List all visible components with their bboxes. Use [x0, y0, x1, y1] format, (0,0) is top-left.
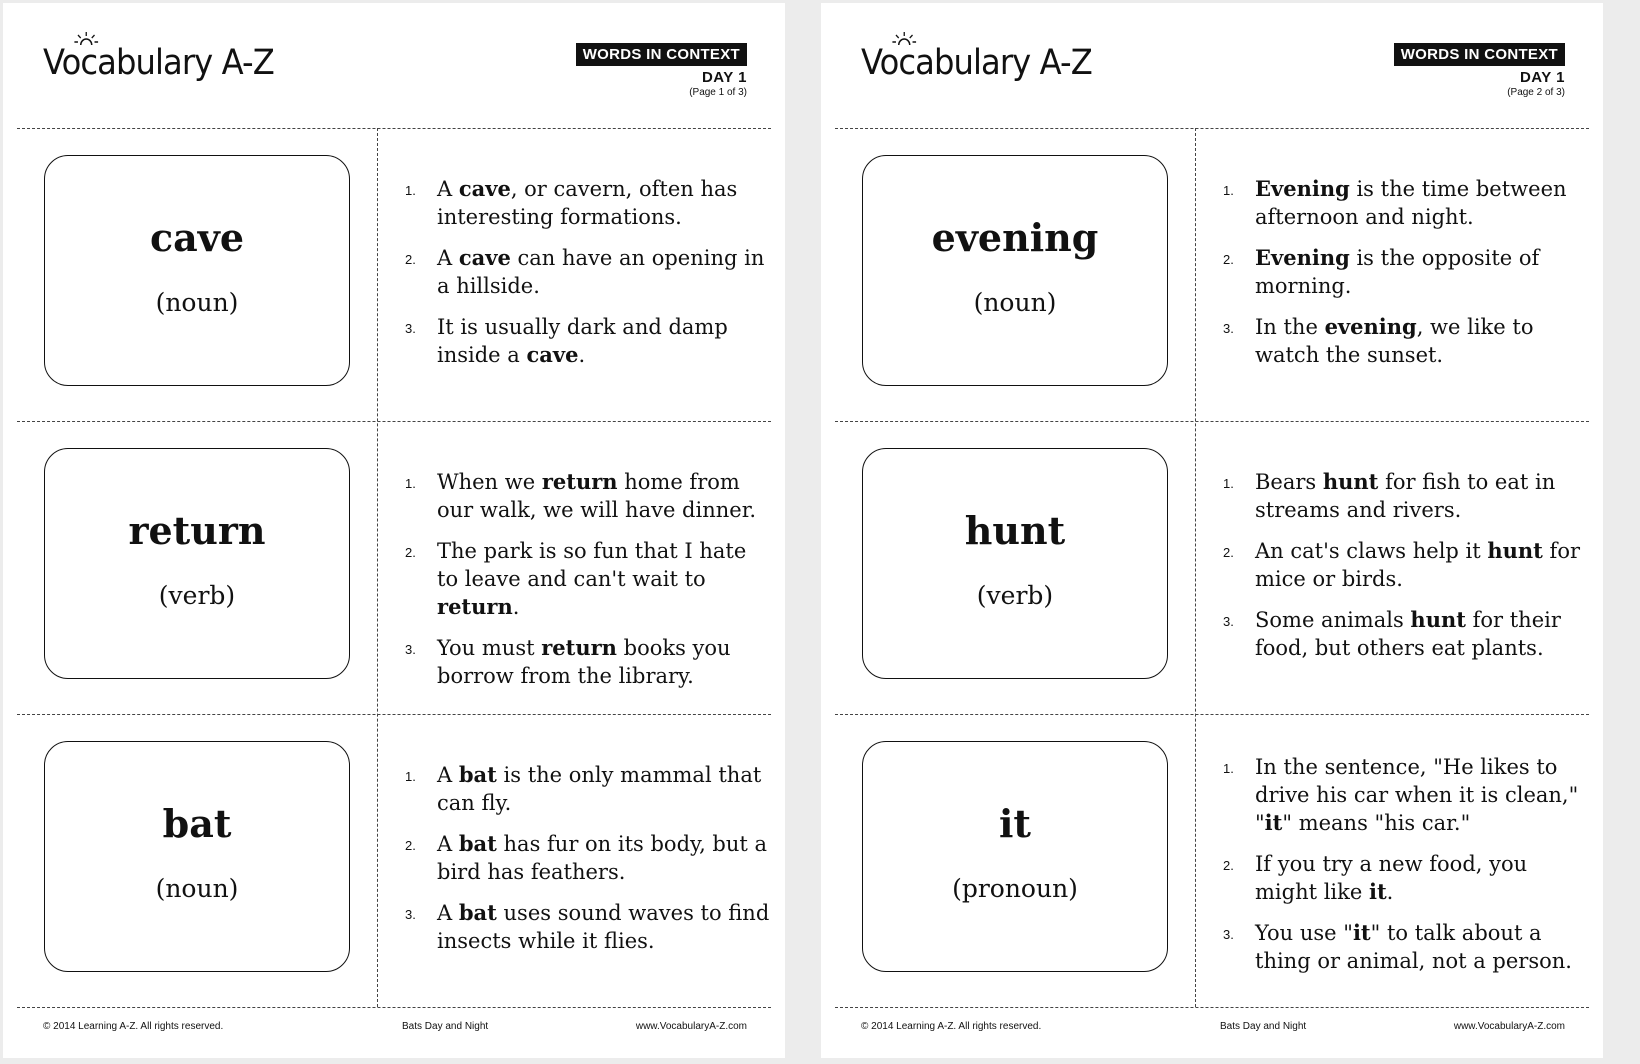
sentence-text: An cat's claws help it — [1255, 539, 1488, 563]
example-sentence — [1221, 537, 1591, 593]
vocabulary-word: hunt — [964, 507, 1066, 553]
example-sentences — [1221, 175, 1591, 382]
vocabulary-word: return — [128, 507, 266, 553]
sentence-number: 2. — [1223, 858, 1234, 873]
sentence-text: A — [437, 832, 459, 856]
cut-line — [835, 421, 1589, 422]
sentence-text: . — [512, 595, 520, 619]
part-of-speech: (verb) — [976, 580, 1054, 610]
sentence-text: A — [437, 177, 459, 201]
cut-line — [835, 128, 1589, 129]
cut-line-vertical — [377, 128, 378, 1007]
example-sentence — [403, 175, 773, 231]
example-sentences — [1221, 753, 1591, 988]
highlighted-word: bat — [458, 831, 497, 856]
sun-icon — [74, 31, 98, 47]
sentence-number: 3. — [405, 642, 416, 657]
highlighted-word: it — [1264, 810, 1283, 835]
page-header-info — [1394, 43, 1565, 98]
highlighted-word: cave — [458, 245, 511, 270]
example-sentence — [1221, 753, 1591, 837]
copyright-notice: © 2014 Learning A-Z. All rights reserved. — [43, 1021, 224, 1032]
highlighted-word: hunt — [1487, 538, 1543, 563]
website-url: www.VocabularyA-Z.com — [1453, 1021, 1565, 1032]
word-card — [44, 155, 350, 386]
sentence-text: for mice or birds. — [1255, 539, 1581, 591]
word-card — [44, 448, 350, 679]
highlighted-word: cave — [458, 176, 511, 201]
website-url: www.VocabularyA-Z.com — [635, 1021, 747, 1032]
sentence-text: A — [437, 901, 459, 925]
example-sentence — [403, 634, 773, 690]
sentence-text: You use " — [1255, 921, 1353, 945]
highlighted-word: cave — [526, 342, 579, 367]
cut-line — [835, 1007, 1589, 1008]
example-sentence — [403, 899, 773, 955]
sentence-number: 3. — [1223, 614, 1234, 629]
sentence-text: It is usually dark and damp inside a — [437, 315, 728, 367]
sentence-text: books you borrow from the library. — [437, 636, 731, 688]
sentence-number: 1. — [405, 183, 416, 198]
example-sentence — [403, 761, 773, 817]
example-sentence — [403, 313, 773, 369]
vocabulary-word: bat — [162, 800, 232, 846]
vocabulary-word: it — [999, 800, 1031, 846]
brand-name: Vocabulary A-Z — [861, 43, 1092, 83]
sentence-text: uses sound waves to find insects while it flies. — [437, 901, 770, 953]
sentence-number: 3. — [405, 907, 416, 922]
highlighted-word: return — [541, 635, 617, 660]
sentence-text: Some animals — [1255, 608, 1411, 632]
example-sentence — [1221, 850, 1591, 906]
highlighted-word: bat — [458, 900, 497, 925]
example-sentences — [403, 175, 773, 382]
sentence-number: 3. — [1223, 927, 1234, 942]
brand-name: Vocabulary A-Z — [43, 43, 274, 83]
sentence-text: is the time between afternoon and night. — [1255, 177, 1567, 229]
part-of-speech: (noun) — [155, 287, 239, 317]
example-sentences — [1221, 468, 1591, 675]
brand-logo — [861, 43, 1092, 83]
unit-title: Bats Day and Night — [1220, 1021, 1307, 1032]
cut-line-vertical — [1195, 128, 1196, 1007]
brand-logo — [43, 43, 274, 83]
page-header-info — [576, 43, 747, 98]
sentence-text: for fish to eat in streams and rivers. — [1255, 470, 1556, 522]
example-sentences — [403, 468, 773, 703]
example-sentence — [1221, 244, 1591, 300]
sentence-text: is the opposite of morning. — [1255, 246, 1540, 298]
page-number: (Page 1 of 3) — [689, 87, 747, 98]
highlighted-word: evening — [1324, 314, 1417, 339]
sentence-text: Bears — [1255, 470, 1323, 494]
sentence-text: The park is so fun that I hate to leave and can't wait to — [437, 539, 747, 591]
word-card — [44, 741, 350, 972]
example-sentences — [403, 761, 773, 968]
cut-line — [17, 421, 771, 422]
example-sentence — [403, 537, 773, 621]
cut-line — [17, 714, 771, 715]
sentence-text: A — [437, 763, 459, 787]
word-card — [862, 448, 1168, 679]
sentence-text: " means "his car." — [1282, 811, 1471, 835]
sentence-number: 2. — [405, 545, 416, 560]
example-sentence — [403, 468, 773, 524]
part-of-speech: (pronoun) — [952, 873, 1078, 903]
sentence-number: 1. — [405, 769, 416, 784]
worksheet-page — [821, 3, 1603, 1058]
worksheet-page — [3, 3, 785, 1058]
copyright-notice: © 2014 Learning A-Z. All rights reserved. — [861, 1021, 1042, 1032]
sentence-text: . — [1386, 880, 1394, 904]
sentence-number: 2. — [405, 838, 416, 853]
highlighted-word: Evening — [1255, 245, 1350, 270]
cut-line — [835, 714, 1589, 715]
sentence-text: When we — [437, 470, 542, 494]
sentence-number: 2. — [1223, 252, 1234, 267]
word-card — [862, 155, 1168, 386]
sentence-number: 1. — [1223, 183, 1234, 198]
example-sentence — [1221, 313, 1591, 369]
sentence-text: for their food, but others eat plants. — [1255, 608, 1561, 660]
example-sentence — [1221, 919, 1591, 975]
highlighted-word: it — [1352, 920, 1371, 945]
section-badge: WORDS IN CONTEXT — [1394, 43, 1565, 66]
sentence-number: 2. — [1223, 545, 1234, 560]
example-sentence — [403, 830, 773, 886]
sentence-text: , we like to watch the sunset. — [1255, 315, 1534, 367]
example-sentence — [1221, 175, 1591, 231]
example-sentence — [403, 244, 773, 300]
cut-line — [17, 128, 771, 129]
section-badge: WORDS IN CONTEXT — [576, 43, 747, 66]
unit-title: Bats Day and Night — [402, 1021, 489, 1032]
sentence-text: has fur on its body, but a bird has feathers. — [437, 832, 768, 884]
sentence-text: , or cavern, often has interesting formations. — [437, 177, 738, 229]
day-label: DAY 1 — [701, 69, 747, 86]
sentence-number: 3. — [405, 321, 416, 336]
part-of-speech: (verb) — [158, 580, 236, 610]
sentence-number: 1. — [1223, 761, 1234, 776]
vocabulary-word: cave — [149, 214, 245, 260]
part-of-speech: (noun) — [973, 287, 1057, 317]
sentence-text: . — [578, 343, 586, 367]
part-of-speech: (noun) — [155, 873, 239, 903]
highlighted-word: return — [541, 469, 618, 494]
highlighted-word: Evening — [1255, 176, 1350, 201]
sentence-text: can have an opening in a hillside. — [437, 246, 765, 298]
word-card — [862, 741, 1168, 972]
sun-icon — [892, 31, 916, 47]
highlighted-word: hunt — [1322, 469, 1379, 494]
sentence-text: home from our walk, we will have dinner. — [437, 470, 757, 522]
sentence-number: 3. — [1223, 321, 1234, 336]
page-number: (Page 2 of 3) — [1507, 87, 1565, 98]
highlighted-word: bat — [458, 762, 497, 787]
sentence-number: 2. — [405, 252, 416, 267]
highlighted-word: it — [1368, 879, 1387, 904]
highlighted-word: hunt — [1410, 607, 1466, 632]
sentence-number: 1. — [405, 476, 416, 491]
sentence-text: " to talk about a thing or animal, not a person. — [1255, 921, 1572, 973]
sentence-text: A — [437, 246, 459, 270]
vocabulary-word: evening — [931, 214, 1099, 260]
cut-line — [17, 1007, 771, 1008]
day-label: DAY 1 — [1519, 69, 1565, 86]
sentence-text: If you try a new food, you might like — [1255, 852, 1528, 904]
sentence-number: 1. — [1223, 476, 1234, 491]
sentence-text: In the — [1255, 315, 1325, 339]
sentence-text: In the sentence, "He likes to drive his car when it is clean," " — [1255, 755, 1579, 835]
sentence-text: is the only mammal that can fly. — [437, 763, 762, 815]
highlighted-word: return — [437, 594, 513, 619]
example-sentence — [1221, 468, 1591, 524]
example-sentence — [1221, 606, 1591, 662]
sentence-text: You must — [437, 636, 542, 660]
